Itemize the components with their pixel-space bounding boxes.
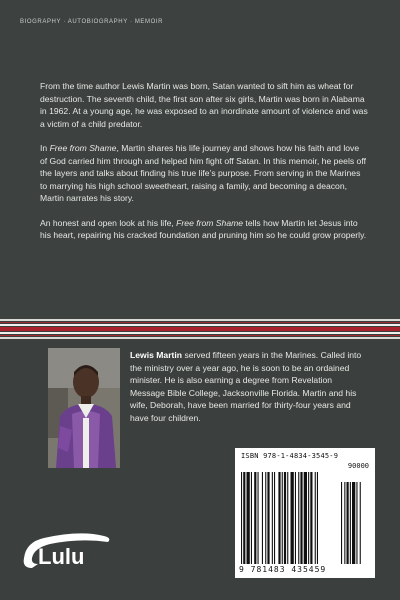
barcode-bar bbox=[278, 472, 280, 564]
svg-text:Lulu: Lulu bbox=[38, 544, 85, 569]
stripe bbox=[0, 335, 400, 336]
barcode-addon-bar bbox=[347, 482, 349, 564]
barcode-addon-bar bbox=[344, 482, 345, 564]
barcode-bar bbox=[308, 472, 309, 564]
stripe bbox=[0, 337, 400, 339]
blurb-paragraph-3 bbox=[40, 217, 368, 242]
author-name: Lewis Martin bbox=[130, 350, 183, 360]
barcode-addon-bar bbox=[352, 482, 355, 564]
barcode-addon-bar bbox=[360, 482, 361, 564]
barcode-bar bbox=[291, 472, 294, 564]
author-photo bbox=[48, 348, 120, 468]
category-label: BIOGRAPHY · AUTOBIOGRAPHY · MEMOIR bbox=[20, 19, 164, 25]
isbn-text: ISBN 978-1-4834-3545-9 bbox=[241, 452, 339, 460]
barcode-bar bbox=[258, 472, 259, 564]
book-title-ref: Free from Shame bbox=[176, 217, 244, 228]
barcode-bar bbox=[304, 472, 307, 564]
barcode-bar bbox=[284, 472, 286, 564]
blurb-paragraph-2 bbox=[40, 142, 368, 205]
barcode-bar bbox=[272, 472, 273, 564]
barcode-bar bbox=[300, 472, 302, 564]
lulu-logo-mark bbox=[20, 528, 115, 574]
barcode-bar bbox=[295, 472, 296, 564]
barcode-bar bbox=[317, 472, 318, 564]
barcode-addon-bar bbox=[341, 482, 342, 564]
book-title-ref: Free from Shame bbox=[49, 143, 117, 153]
barcode-addon-bar bbox=[350, 482, 351, 564]
barcode-bar bbox=[315, 472, 316, 564]
barcode-bar bbox=[241, 472, 242, 564]
barcode-bar bbox=[267, 472, 269, 564]
decorative-stripes bbox=[0, 319, 400, 341]
blurb-p3-pre: An honest and open look at his life, bbox=[40, 217, 177, 228]
stripe bbox=[0, 327, 400, 331]
blurb-p3-post: tells how Martin let Jesus into his heart, repairing his cracked foundation and pruning him so he could grow properly. bbox=[40, 217, 367, 240]
barcode-bar bbox=[243, 472, 245, 564]
ean-number: 9 781483 435459 bbox=[239, 565, 327, 574]
price-code: 90000 bbox=[347, 462, 369, 470]
stripe bbox=[0, 322, 400, 323]
barcode-bar bbox=[254, 472, 256, 564]
blurb-p2-post: , Martin shares his life journey and shows how his faith and love of God carried him through and helped him fight off Satan. In this memoir, he peels off the layers and talks about finding his true life’s purpose. From serving in the Marines to marrying his high school sweetheart, raising a family, and becoming a deacon, Martin narrates his story. bbox=[40, 143, 366, 203]
barcode-bar bbox=[298, 472, 299, 564]
blurb-paragraph-1: From the time author Lewis Martin was born, Satan wanted to sift him as wheat for destruction. The seventh child, the first son after six girls, Martin was born in Alabama in 1962. At a young age, he was exposed to an inordinate amount of violence and was a victim of a child predator. bbox=[40, 81, 368, 129]
barcode-block bbox=[235, 448, 375, 578]
barcode-bar bbox=[251, 472, 252, 564]
barcode-addon-bar bbox=[356, 482, 357, 564]
barcode-bars bbox=[241, 472, 369, 564]
barcode-bar bbox=[262, 472, 263, 564]
stripe bbox=[0, 319, 400, 321]
barcode-bar bbox=[282, 472, 283, 564]
blurb bbox=[40, 80, 368, 254]
barcode-bar bbox=[247, 472, 250, 564]
author-bio bbox=[130, 349, 366, 424]
stripe bbox=[0, 332, 400, 334]
barcode-bar bbox=[274, 472, 275, 564]
stripe bbox=[0, 324, 400, 326]
author-portrait-image bbox=[48, 348, 120, 468]
barcode-bar bbox=[310, 472, 312, 564]
author-bio-text: served fifteen years in the Marines. Called into the ministry over a year ago, he is soon to be an ordained minister. He is also earning a degree from Revelation Message Bible College, Jacksonville Florida. Martin and his wife, Deborah, have been married for thirty-four years and have four children. bbox=[130, 350, 362, 423]
barcode-bar bbox=[287, 472, 288, 564]
lulu-logo bbox=[20, 528, 115, 574]
barcode-bar bbox=[265, 472, 266, 564]
blurb-p2-pre: In bbox=[40, 143, 50, 153]
